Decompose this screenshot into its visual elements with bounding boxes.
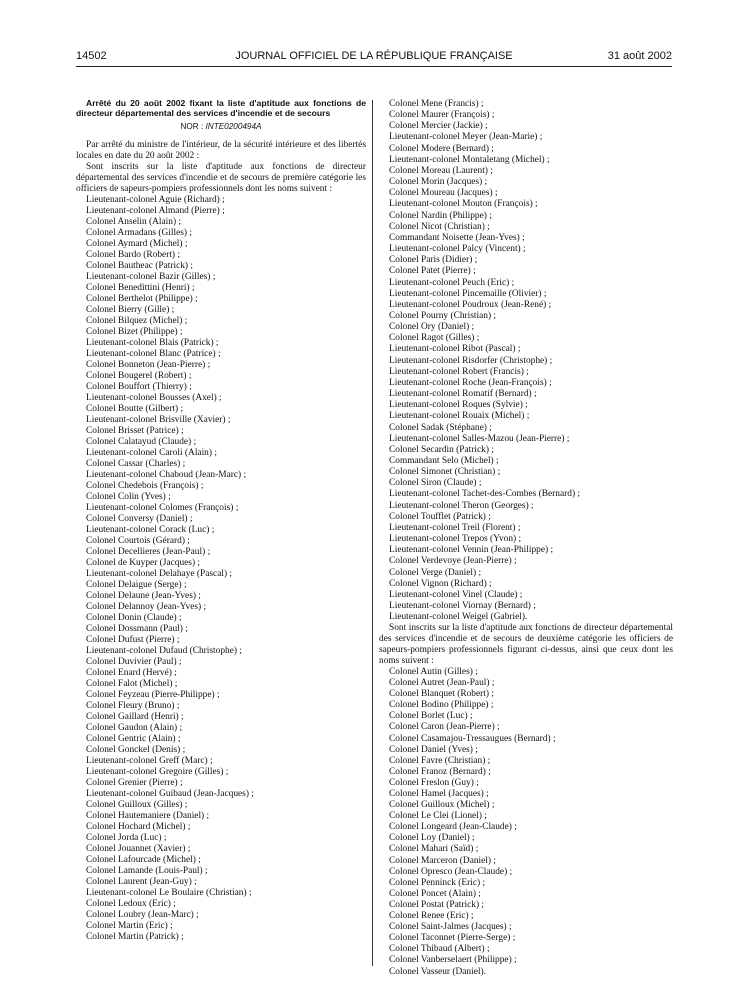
list-item: Colonel Bonneton (Jean-Pierre) ; bbox=[86, 359, 211, 370]
list-item: Colonel Fleury (Bruno) ; bbox=[86, 700, 180, 711]
list-item: Lieutenant-colonel Caroli (Alain) ; bbox=[86, 447, 217, 458]
header-rule bbox=[76, 66, 672, 67]
list-item: Colonel Simonet (Christian) ; bbox=[389, 467, 501, 478]
list-item: Colonel Loubry (Jean-Marc) ; bbox=[86, 909, 199, 920]
list-item: Lieutenant-colonel Gregoire (Gilles) ; bbox=[86, 766, 229, 777]
list-item: Colonel Bilquez (Michel) ; bbox=[86, 315, 188, 326]
list-item: Colonel Modere (Bernard) ; bbox=[389, 143, 494, 154]
list-item: Colonel Longeard (Jean-Claude) ; bbox=[389, 822, 517, 833]
list-item: Lieutenant-colonel Almand (Pierre) ; bbox=[86, 205, 225, 216]
list-item: Lieutenant-colonel Theron (Georges) ; bbox=[389, 500, 534, 511]
list-item: Colonel Freslon (Guy) ; bbox=[389, 777, 479, 788]
journal-title: JOURNAL OFFICIEL DE LA RÉPUBLIQUE FRANÇAISE bbox=[235, 50, 513, 62]
list-item: Colonel Delaune (Jean-Yves) ; bbox=[86, 590, 201, 601]
intro-paragraph: Par arrêté du ministre de l'intérieur, de la sécurité intérieure et des libertés locales en date du 20 août 2002 : bbox=[76, 140, 366, 162]
list-item: Colonel Vanberselaert (Philippe) ; bbox=[389, 955, 517, 966]
list-item: Colonel Berthelot (Philippe) ; bbox=[86, 293, 198, 304]
list-item: Colonel Borlet (Luc) ; bbox=[389, 711, 473, 722]
issue-date: 31 août 2002 bbox=[607, 50, 672, 62]
list-item: Colonel Ragot (Gilles) ; bbox=[389, 333, 480, 344]
list-item: Colonel Autret (Jean-Paul) ; bbox=[389, 678, 495, 689]
list-item: Lieutenant-colonel Dufaud (Christophe) ; bbox=[86, 645, 242, 656]
list-item: Lieutenant-colonel Weigel (Gabriel). bbox=[389, 612, 528, 623]
list-item: Colonel Toufflet (Patrick) ; bbox=[389, 511, 491, 522]
list-item: Lieutenant-colonel Delahaye (Pascal) ; bbox=[86, 568, 233, 579]
list-item: Colonel Delannoy (Jean-Yves) ; bbox=[86, 601, 207, 612]
list-item: Colonel Bizet (Philippe) ; bbox=[86, 326, 183, 337]
list-item: Lieutenant-colonel Colomes (François) ; bbox=[86, 502, 239, 513]
list-item: Colonel Guilloux (Michel) ; bbox=[389, 800, 495, 811]
list-item: Lieutenant-colonel Greff (Marc) ; bbox=[86, 755, 213, 766]
list-item: Colonel Postat (Patrick) ; bbox=[389, 899, 485, 910]
nor-reference bbox=[76, 122, 366, 132]
list-item: Lieutenant-colonel Blais (Patrick) ; bbox=[86, 337, 219, 348]
nor-label: NOR : bbox=[180, 122, 206, 132]
list-item: Colonel Bierry (Gille) ; bbox=[86, 304, 175, 315]
list-item: Colonel Penninck (Eric) ; bbox=[389, 877, 486, 888]
list-item: Colonel Loy (Daniel) ; bbox=[389, 833, 475, 844]
list-item: Lieutenant-colonel Aguie (Richard) ; bbox=[86, 194, 225, 205]
list-item: Colonel Favre (Christian) ; bbox=[389, 755, 491, 766]
list-item: Lieutenant-colonel Vinel (Claude) ; bbox=[389, 589, 523, 600]
list-item: Colonel Casamajou-Tressaugues (Bernard) ; bbox=[389, 733, 556, 744]
list-item: Lieutenant-colonel Risdorfer (Christophe) ; bbox=[389, 355, 553, 366]
list-item: Colonel Colin (Yves) ; bbox=[86, 491, 171, 502]
list-item: Colonel Moureau (Jacques) ; bbox=[389, 188, 498, 199]
list-item: Colonel Lamande (Louis-Paul) ; bbox=[86, 865, 208, 876]
list-item: Lieutenant-colonel Roche (Jean-François) ; bbox=[389, 377, 552, 388]
list-item: Colonel Jorda (Luc) ; bbox=[86, 832, 167, 843]
list-item: Colonel Opresco (Jean-Claude) ; bbox=[389, 866, 513, 877]
first-category-list-left bbox=[76, 195, 366, 943]
list-item: Lieutenant-colonel Rouaix (Michel) ; bbox=[389, 411, 530, 422]
list-item: Colonel de Kuyper (Jacques) ; bbox=[86, 557, 201, 568]
list-item: Colonel Verdevoye (Jean-Pierre) ; bbox=[389, 556, 517, 567]
list-item: Colonel Enard (Hervé) ; bbox=[86, 667, 177, 678]
list-item: Colonel Courtois (Gérard) ; bbox=[86, 535, 190, 546]
list-item: Colonel Benedittini (Henri) ; bbox=[86, 282, 195, 293]
list-item: Colonel Gonckel (Denis) ; bbox=[86, 744, 186, 755]
list-item: Colonel Donin (Claude) ; bbox=[86, 612, 182, 623]
list-item: Colonel Vignon (Richard) ; bbox=[389, 578, 492, 589]
page-number: 14502 bbox=[76, 50, 107, 62]
list-item: Colonel Franoz (Bernard) ; bbox=[389, 766, 491, 777]
list-item: Colonel Boutte (Gilbert) ; bbox=[86, 403, 184, 414]
list-item: Colonel Bautheac (Patrick) ; bbox=[86, 260, 193, 271]
right-column bbox=[379, 99, 673, 978]
list-item: Colonel Hochard (Michel) ; bbox=[86, 821, 191, 832]
list-item: Colonel Le Clei (Lionel) ; bbox=[389, 811, 487, 822]
list-item: Colonel Siron (Claude) ; bbox=[389, 478, 482, 489]
list-item: Lieutenant-colonel Guibaud (Jean-Jacques) ; bbox=[86, 788, 254, 799]
list-item: Lieutenant-colonel Corack (Luc) ; bbox=[86, 524, 215, 535]
list-item: Lieutenant-colonel Vennin (Jean-Philippe) ; bbox=[389, 545, 554, 556]
list-item: Colonel Anselin (Alain) ; bbox=[86, 216, 182, 227]
list-item: Lieutenant-colonel Romatif (Bernard) ; bbox=[389, 389, 537, 400]
list-item: Colonel Falot (Michel) ; bbox=[86, 678, 178, 689]
list-item: Colonel Feyzeau (Pierre-Philippe) ; bbox=[86, 689, 220, 700]
list-item: Colonel Guilloux (Gilles) ; bbox=[86, 799, 188, 810]
list-item: Lieutenant-colonel Robert (Francis) ; bbox=[389, 366, 529, 377]
list-item: Colonel Martin (Eric) ; bbox=[86, 920, 173, 931]
list-item: Colonel Blanquet (Robert) ; bbox=[389, 689, 494, 700]
list-item: Colonel Poncet (Alain) ; bbox=[389, 888, 481, 899]
list-item: Colonel Bardo (Robert) ; bbox=[86, 249, 180, 260]
list-item: Commandant Selo (Michel) ; bbox=[389, 456, 499, 466]
list-item: Colonel Taconnet (Pierre-Serge) ; bbox=[389, 933, 516, 944]
second-category-paragraph: Sont inscrits sur la liste d'aptitude aux fonctions de directeur départemental des services d'incendie et de secours de deuxième catégorie les officiers de sapeurs-pompiers professionnels figurant ci-dessus, ainsi que ceux dont les noms suivent : bbox=[379, 623, 673, 667]
list-item: Colonel Delaigue (Serge) ; bbox=[86, 579, 187, 590]
list-item: Colonel Morin (Jacques) ; bbox=[389, 177, 488, 188]
list-item: Lieutenant-colonel Brisville (Xavier) ; bbox=[86, 414, 231, 425]
list-item: Lieutenant-colonel Viornay (Bernard) ; bbox=[389, 601, 536, 612]
list-item: Colonel Bouffort (Thierry) ; bbox=[86, 381, 192, 392]
list-item: Colonel Mene (Francis) ; bbox=[389, 99, 484, 109]
list-item: Colonel Aymard (Michel) ; bbox=[86, 238, 188, 249]
list-item: Lieutenant-colonel Roques (Sylvie) ; bbox=[389, 400, 528, 411]
list-item: Colonel Lafourcade (Michel) ; bbox=[86, 854, 201, 865]
list-item: Lieutenant-colonel Meyer (Jean-Marie) ; bbox=[389, 132, 543, 143]
list-item: Lieutenant-colonel Montaletang (Michel) ; bbox=[389, 154, 550, 165]
list-item: Lieutenant-colonel Blanc (Patrice) ; bbox=[86, 348, 221, 359]
list-item: Colonel Gaudon (Alain) ; bbox=[86, 722, 183, 733]
list-item: Colonel Pourny (Christian) ; bbox=[389, 310, 497, 321]
second-category-list bbox=[379, 667, 673, 978]
list-item: Colonel Maurer (François) ; bbox=[389, 110, 495, 121]
list-item: Lieutenant-colonel Bazir (Gilles) ; bbox=[86, 271, 216, 282]
list-item: Colonel Patet (Pierre) ; bbox=[389, 266, 476, 277]
list-item: Colonel Saint-Jalmes (Jacques) ; bbox=[389, 922, 512, 933]
list-item: Colonel Daniel (Yves) ; bbox=[389, 744, 478, 755]
list-item: Lieutenant-colonel Poudroux (Jean-René) ; bbox=[389, 299, 552, 310]
list-item: Colonel Cassar (Charles) ; bbox=[86, 458, 186, 469]
list-item: Colonel Dufust (Pierre) ; bbox=[86, 634, 180, 645]
list-item: Colonel Paris (Didier) ; bbox=[389, 255, 478, 266]
list-item: Lieutenant-colonel Tachet-des-Combes (Bernard) ; bbox=[389, 489, 581, 500]
list-item: Colonel Sadak (Stéphane) ; bbox=[389, 422, 492, 433]
list-item: Colonel Ory (Daniel) ; bbox=[389, 322, 475, 333]
list-item: Lieutenant-colonel Chaboud (Jean-Marc) ; bbox=[86, 469, 247, 480]
list-item: Colonel Moreau (Laurent) ; bbox=[389, 165, 493, 176]
list-item: Colonel Gentric (Alain) ; bbox=[86, 733, 181, 744]
list-item: Colonel Ledoux (Eric) ; bbox=[86, 898, 176, 909]
first-category-list-right bbox=[379, 99, 673, 623]
list-item: Colonel Decellieres (Jean-Paul) ; bbox=[86, 546, 211, 557]
list-item: Colonel Verge (Daniel) ; bbox=[389, 567, 482, 578]
list-item: Colonel Conversy (Daniel) ; bbox=[86, 513, 193, 524]
list-item: Lieutenant-colonel Bousses (Axel) ; bbox=[86, 392, 222, 403]
list-item: Colonel Mahari (Saïd) ; bbox=[389, 844, 479, 855]
list-item: Colonel Caron (Jean-Pierre) ; bbox=[389, 722, 500, 733]
list-item: Colonel Renee (Eric) ; bbox=[389, 911, 474, 922]
list-item: Colonel Martin (Patrick) ; bbox=[86, 931, 184, 942]
list-item: Lieutenant-colonel Mouton (François) ; bbox=[389, 199, 538, 210]
list-item: Colonel Brisset (Patrice) ; bbox=[86, 425, 184, 436]
list-item: Colonel Bodino (Philippe) ; bbox=[389, 700, 494, 711]
list-item: Colonel Secardin (Patrick) ; bbox=[389, 444, 494, 455]
list-item: Lieutenant-colonel Trepos (Yvon) ; bbox=[389, 534, 522, 545]
list-item: Colonel Bougerel (Robert) ; bbox=[86, 370, 192, 381]
list-item: Colonel Thibaud (Albert) ; bbox=[389, 944, 490, 955]
list-item: Colonel Armadans (Gilles) ; bbox=[86, 227, 192, 238]
list-item: Colonel Hamel (Jacques) ; bbox=[389, 789, 489, 799]
nor-value: INTE0200494A bbox=[205, 122, 262, 132]
list-item: Commandant Noisette (Jean-Yves) ; bbox=[389, 232, 525, 243]
article-title: Arrêté du 20 août 2002 fixant la liste d'aptitude aux fonctions de directeur départemental des services d'incendie et de secours bbox=[76, 98, 366, 118]
list-item: Lieutenant-colonel Treil (Florent) ; bbox=[389, 522, 521, 533]
list-item: Colonel Nardin (Philippe) ; bbox=[389, 210, 492, 221]
list-item: Colonel Jouannet (Xavier) ; bbox=[86, 843, 191, 854]
column-divider bbox=[372, 100, 373, 966]
list-item: Lieutenant-colonel Palcy (Vincent) ; bbox=[389, 244, 526, 255]
list-item: Colonel Mercier (Jackie) ; bbox=[389, 121, 488, 132]
list-item: Colonel Duvivier (Paul) ; bbox=[86, 656, 182, 667]
list-item: Colonel Chedebois (François) ; bbox=[86, 480, 204, 491]
list-item: Colonel Autin (Gilles) ; bbox=[389, 666, 478, 677]
list-item: Colonel Grenier (Pierre) ; bbox=[86, 777, 183, 788]
list-item: Lieutenant-colonel Ribot (Pascal) ; bbox=[389, 344, 521, 355]
list-item: Colonel Marceron (Daniel) ; bbox=[389, 855, 496, 866]
list-item: Lieutenant-colonel Pincemaille (Olivier) ; bbox=[389, 288, 547, 299]
list-item: Colonel Gaillard (Henri) ; bbox=[86, 711, 184, 722]
first-category-paragraph: Sont inscrits sur la liste d'aptitude aux fonctions de directeur départemental des services d'incendie et de secours de première catégorie les officiers de sapeurs-pompiers professionnels dont les noms suivent : bbox=[76, 162, 366, 194]
list-item: Colonel Nicot (Christian) ; bbox=[389, 221, 490, 232]
list-item: Lieutenant-colonel Le Boulaire (Christian) ; bbox=[86, 887, 252, 898]
left-column bbox=[76, 99, 366, 943]
list-item: Colonel Vasseur (Daniel). bbox=[389, 966, 486, 977]
list-item: Colonel Dossmann (Paul) ; bbox=[86, 623, 188, 634]
list-item: Lieutenant-colonel Peuch (Eric) ; bbox=[389, 277, 515, 288]
list-item: Lieutenant-colonel Salles-Mazou (Jean-Pierre) ; bbox=[389, 433, 570, 444]
list-item: Colonel Hautemaniere (Daniel) ; bbox=[86, 810, 210, 821]
list-item: Colonel Laurent (Jean-Guy) ; bbox=[86, 876, 197, 887]
list-item: Colonel Calatayud (Claude) ; bbox=[86, 436, 197, 447]
